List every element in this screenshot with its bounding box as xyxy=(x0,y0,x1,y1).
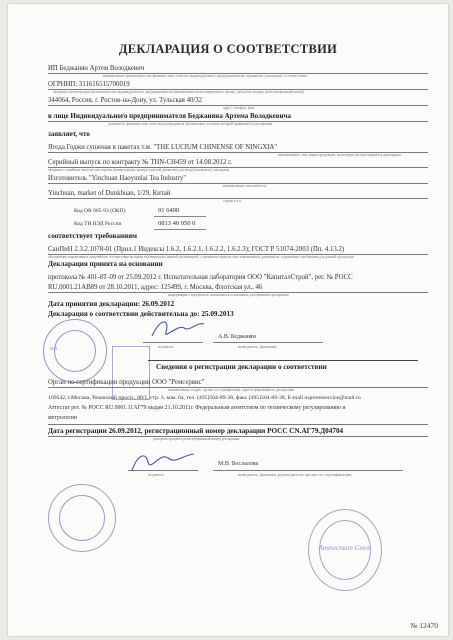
applicant-represented: в лице Индивидуального предпринимателя Беджаняна Артема Володкевича xyxy=(48,112,292,120)
registration-date-hint: дата регистрации и регистрационный номер декларации xyxy=(153,437,240,441)
basis-line-2: RU.0001.21АВ89 от 28.10.2011, адрес: 125499, г. Москва, Флотская ул., 46 xyxy=(48,284,263,291)
product-country-hint: страна и т.п. xyxy=(223,199,242,203)
registration-organ-hint: наименование и адрес органа по сертификации, зарегистрировавшего декларацию xyxy=(168,388,295,392)
applicant-name: ИП Беджанян Артем Володкевич xyxy=(48,65,145,72)
divider xyxy=(213,342,323,343)
declaration-page xyxy=(8,4,448,636)
valid-until: Декларация о соответствии действительна до: 25.09.2013 xyxy=(48,310,234,318)
applicant-name-hint: наименование организации или фамилия, имя, отчество индивидуального предпринимателя, принявших декларацию о соответствии xyxy=(103,74,307,78)
organ-head-name: М.В. Бослалова xyxy=(218,461,259,467)
registration-date: Дата регистрации 26.09.2012, регистрационный номер декларации РОСС CN.АГ79.Д04704 xyxy=(48,427,344,435)
requirements-hint: обозначение нормативных документов, соответствие которым подтверждено данной декларацией, с указанием пунктов этих нормативных документов, содержащих требования для данной продукции xyxy=(48,255,354,259)
divider xyxy=(148,360,418,361)
organ-head-hint: инициалы, фамилия руководителя органа по сертификации xyxy=(238,472,352,477)
organ-sign-hint: подпись xyxy=(148,472,164,477)
registration-organ: Орган по сертификации продукции ООО "Ремсервис" xyxy=(48,379,205,386)
product-manufacturer-hint: наименование изготовителя, xyxy=(223,184,267,188)
applicant-represented-hint: должность, фамилия, имя, отчество руководителя организации, от имени которой принимается декларация xyxy=(108,122,273,126)
divider xyxy=(213,470,403,471)
round-stamp: Аттестат Стоп xyxy=(308,509,382,591)
organ-seal xyxy=(48,484,116,552)
applicant-signer-name: А.В. Беджанян xyxy=(218,334,256,340)
accepted-date: Дата принятия декларации: 26.09.2012 xyxy=(48,300,175,308)
code-tnved-value: 0813 40 950 0 xyxy=(158,220,196,227)
signer-name-hint: инициалы, фамилия xyxy=(238,344,277,349)
applicant-ogrnip: ОГРНИП: 311616515700019 xyxy=(48,81,130,88)
divider xyxy=(128,470,198,471)
basis-hint: информация о документах, являющихся основанием для принятия декларации xyxy=(168,293,289,297)
stamp-rectangle xyxy=(112,346,150,400)
registration-heading: Сведения о регистрации декларации о соответствии xyxy=(156,363,327,371)
applicant-address: 344064, Россия, г. Ростов-на-Дону, ул. Тульская 40/32 xyxy=(48,97,203,104)
product-serial: Серийный выпуск по контракту № THN-CH459 от 14.08.2012 г. xyxy=(48,159,232,166)
product-name-hint: наименование, тип, марка продукции, на которую распространяется декларация xyxy=(278,153,401,157)
document-number: № 12470 xyxy=(410,621,438,630)
product-serial-hint: сведения о серийном выпуске или партии (номер партии, номера изделий, реквизиты договора (контракта), накладная xyxy=(48,168,230,172)
basis-line-1: протокола № 401-8Т-09 от 25.09.2012 г. Испытательная лаборатория ООО "КапиталСтрой", рег. № РОСС xyxy=(48,274,353,281)
code-tnved-label: Код ТН ВЭД России xyxy=(74,221,122,227)
applicant-signature xyxy=(148,316,208,344)
code-okp-value: 91 6400 xyxy=(158,207,180,214)
sign-hint: подпись xyxy=(158,344,174,349)
code-okp-label: Код ОК 005-93 (ОКП) xyxy=(74,208,126,214)
product-country: Yinchuan, market of Dunkhuan, 1/29, Китай xyxy=(48,190,171,197)
document-title: ДЕКЛАРАЦИЯ О СООТВЕТСТВИИ xyxy=(118,42,338,56)
applicant-address-hint: адрес, телефон, факс xyxy=(223,106,255,110)
requirements-text: СанПиН 2.3.2.1078-01 (Прил.1 Индексы 1.6.2, 1.6.2.1, 1.6.2.2, 1.6.2.3); ГОСТ Р 51074-2003 (Пп. 4.13.2) xyxy=(48,246,345,253)
divider xyxy=(48,424,428,425)
product-name: Ягода Годжи сушеная в пакетах т.м. "THE LUCIUM CHINENSE OF NINGXIA" xyxy=(48,144,278,151)
registration-attestat-1: Аттестат рег. № РОСС RU.0001.11АГ79 выдан 21.10.2011г. Федеральным агентством по техническому регулированию и xyxy=(48,405,346,411)
basis-label: Декларация принята на основании xyxy=(48,260,163,268)
requirements-label: соответствует требованиям xyxy=(48,232,138,240)
divider xyxy=(154,229,206,230)
divider xyxy=(154,216,206,217)
registration-attestat-2: метрологии xyxy=(48,415,77,421)
applicant-seal: М.П. xyxy=(43,319,107,383)
applicant-ogrnip-hint: сведения о регистрации организации или индивидуального предпринимателя (наименование регистрирующего органа, дата регистрации, регистрационный номер) xyxy=(53,90,304,94)
divider xyxy=(143,342,203,343)
product-manufacturer: Изготовитель "Yinchuan Haoyunlai Tea Industry" xyxy=(48,175,187,182)
registration-address: 109542, г.Москва, Рязанский просп., 86/1, стр. 3, ком. 6а, тел. (495)504-89-38, факс (495)504-89-38, E-mail osprremservice@mail.ru xyxy=(48,395,361,401)
declares-label: заявляет, что xyxy=(48,130,90,138)
